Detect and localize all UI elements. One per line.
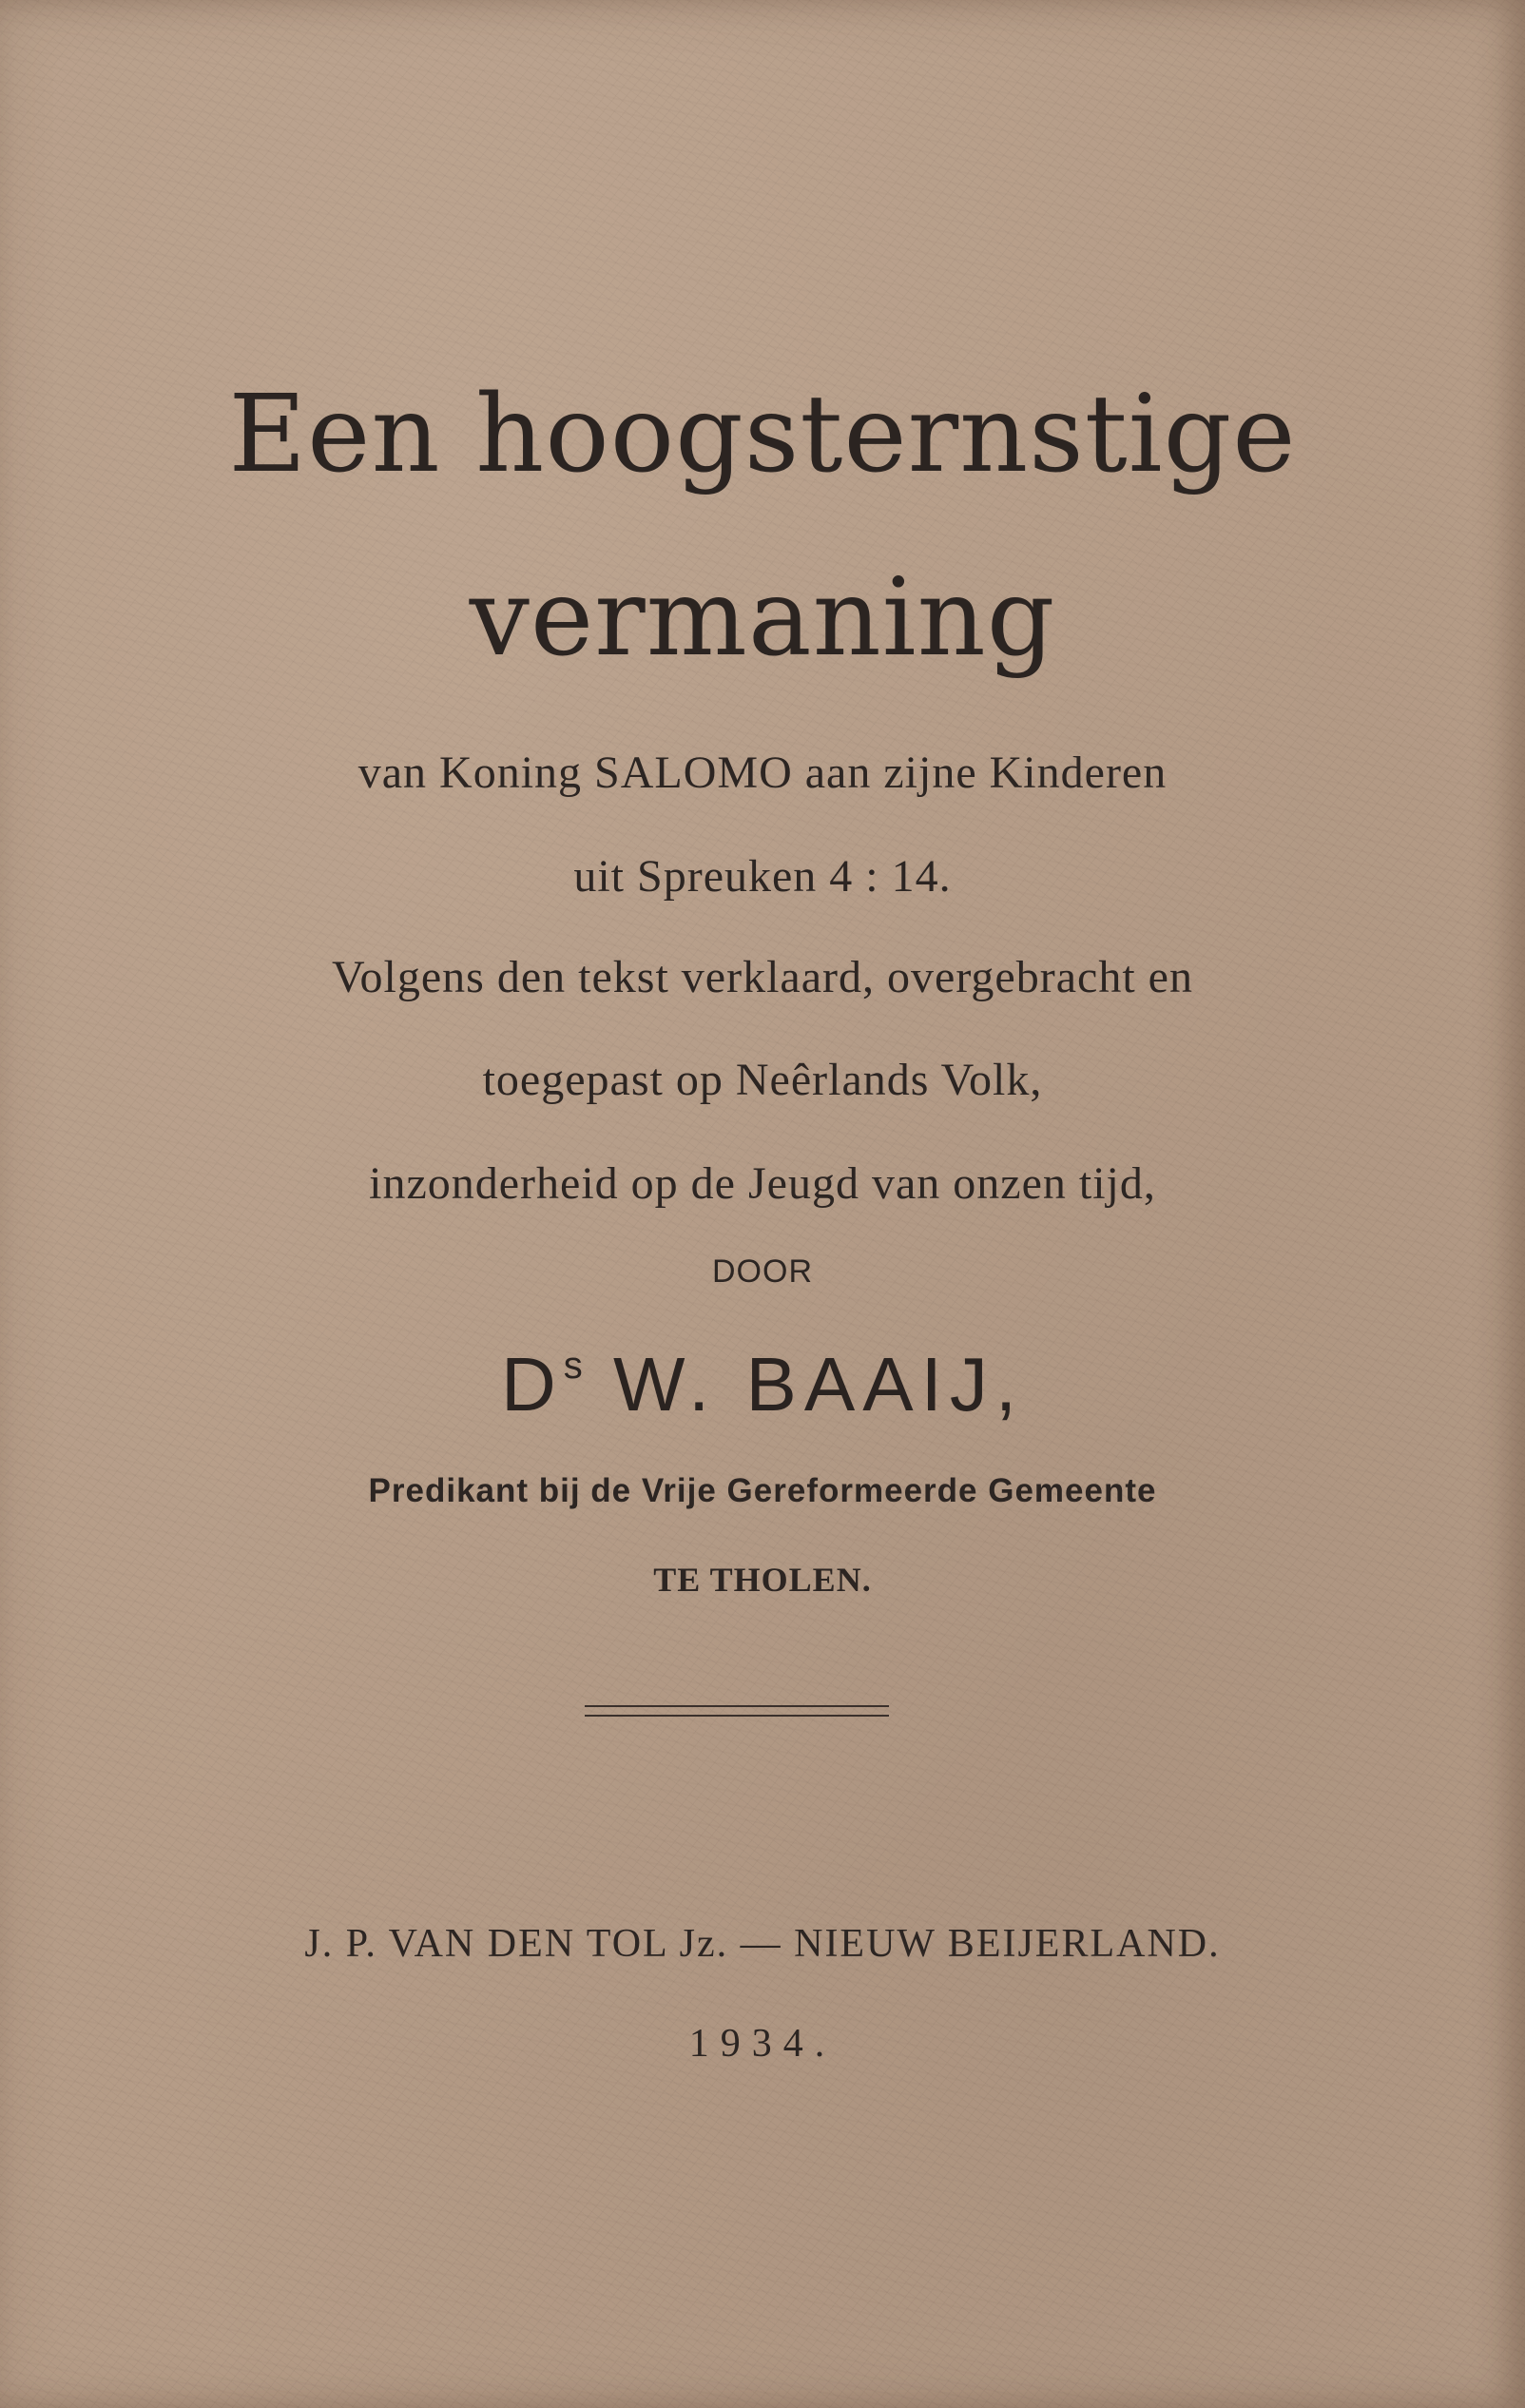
author-role: Predikant bij de Vrije Gereformeerde Gemeente (368, 1472, 1157, 1509)
subtitle-line-5: inzonderheid op de Jeugd van onzen tijd, (369, 1158, 1156, 1209)
publication-year: 1934. (688, 2022, 837, 2066)
author-name-line (0, 1341, 1525, 1428)
author-name: W. BAAIJ, (584, 1342, 1025, 1427)
subtitle-line-2: uit Spreuken 4 : 14. (573, 851, 952, 902)
double-rule-divider (585, 1705, 889, 1717)
subtitle-line-4: toegepast op Neêrlands Volk, (482, 1055, 1043, 1105)
by-label: DOOR (712, 1253, 813, 1290)
title-line-2: vermaning (469, 556, 1056, 680)
publisher-line: J. P. VAN DEN TOL Jz. — NIEUW BEIJERLAND. (304, 1922, 1221, 1966)
subtitle-line-3: Volgens den tekst verklaard, overgebracht en (332, 952, 1193, 1002)
author-place: TE THOLEN. (653, 1561, 872, 1599)
author-prefix: D (500, 1342, 564, 1427)
author-prefix-superscript: s (563, 1345, 585, 1387)
subtitle-line-1: van Koning SALOMO aan zijne Kinderen (357, 748, 1168, 798)
title-line-1: Een hoogsternstige (228, 373, 1297, 496)
